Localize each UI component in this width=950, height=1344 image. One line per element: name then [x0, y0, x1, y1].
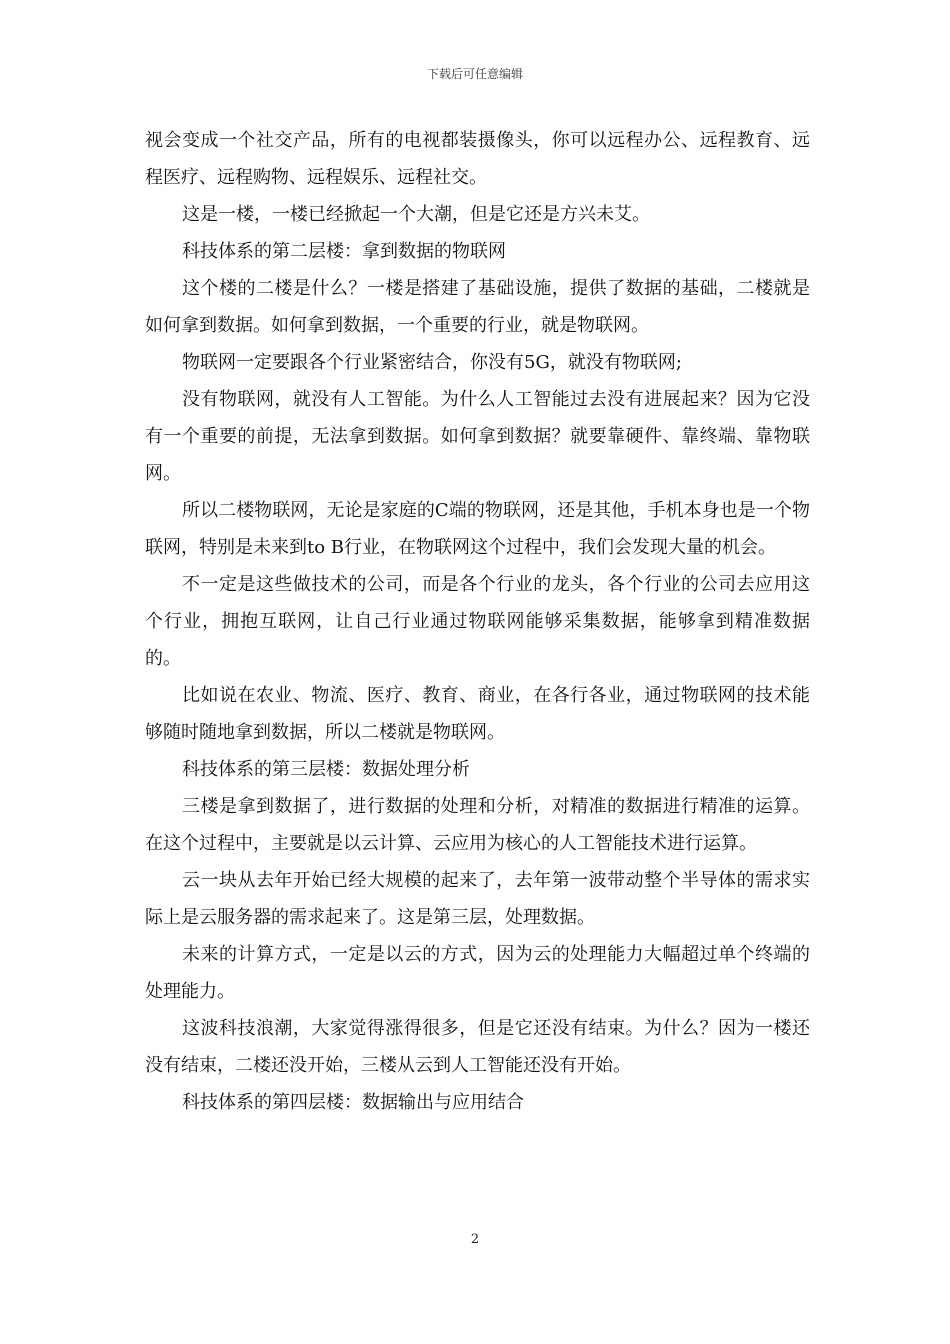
page-header: 下载后可任意编辑 [426, 67, 523, 81]
paragraph: 未来的计算方式，一定是以云的方式，因为云的处理能力大幅超过单个终端的处理能力。 [145, 944, 810, 1002]
paragraph: 所以二楼物联网，无论是家庭的C端的物联网，还是其他，手机本身也是一个物联网，特别是未来到to B行业，在物联网这个过程中，我们会发现大量的机会。 [145, 500, 810, 558]
page-number: 2 [470, 1232, 480, 1247]
paragraph: 物联网一定要跟各个行业紧密结合，你没有5G，就没有物联网; [182, 352, 682, 373]
paragraph: 这是一楼，一楼已经掀起一个大潮，但是它还是方兴未艾。 [182, 204, 650, 225]
paragraph: 不一定是这些做技术的公司，而是各个行业的龙头，各个行业的公司去应用这个行业，拥抱互联网，让自己行业通过物联网能够采集数据，能够拿到精准数据的。 [145, 574, 810, 669]
paragraph: 这波科技浪潮，大家觉得涨得很多，但是它还没有结束。为什么？因为一楼还没有结束，二楼还没开始，三楼从云到人工智能还没有开始。 [145, 1018, 810, 1076]
paragraph: 比如说在农业、物流、医疗、教育、商业，在各行各业，通过物联网的技术能够随时随地拿到数据，所以二楼就是物联网。 [145, 685, 810, 743]
paragraph: 三楼是拿到数据了，进行数据的处理和分析，对精准的数据进行精准的运算。在这个过程中，主要就是以云计算、云应用为核心的人工智能技术进行运算。 [145, 796, 810, 854]
section-heading-third-floor: 科技体系的第三层楼：数据处理分析 [182, 759, 470, 780]
paragraph: 云一块从去年开始已经大规模的起来了，去年第一波带动整个半导体的需求实际上是云服务器的需求起来了。这是第三层，处理数据。 [145, 870, 810, 928]
section-heading-fourth-floor: 科技体系的第四层楼：数据输出与应用结合 [182, 1092, 524, 1113]
paragraph: 没有物联网，就没有人工智能。为什么人工智能过去没有进展起来？因为它没有一个重要的前提，无法拿到数据。如何拿到数据？就要靠硬件、靠终端、靠物联网。 [145, 389, 810, 484]
document-body [145, 122, 810, 1121]
section-heading-second-floor: 科技体系的第二层楼：拿到数据的物联网 [182, 241, 506, 262]
paragraph: 这个楼的二楼是什么？一楼是搭建了基础设施，提供了数据的基础，二楼就是如何拿到数据。如何拿到数据，一个重要的行业，就是物联网。 [145, 278, 810, 336]
paragraph-continuation: 视会变成一个社交产品，所有的电视都装摄像头，你可以远程办公、远程教育、远程医疗、远程购物、远程娱乐、远程社交。 [145, 130, 810, 188]
